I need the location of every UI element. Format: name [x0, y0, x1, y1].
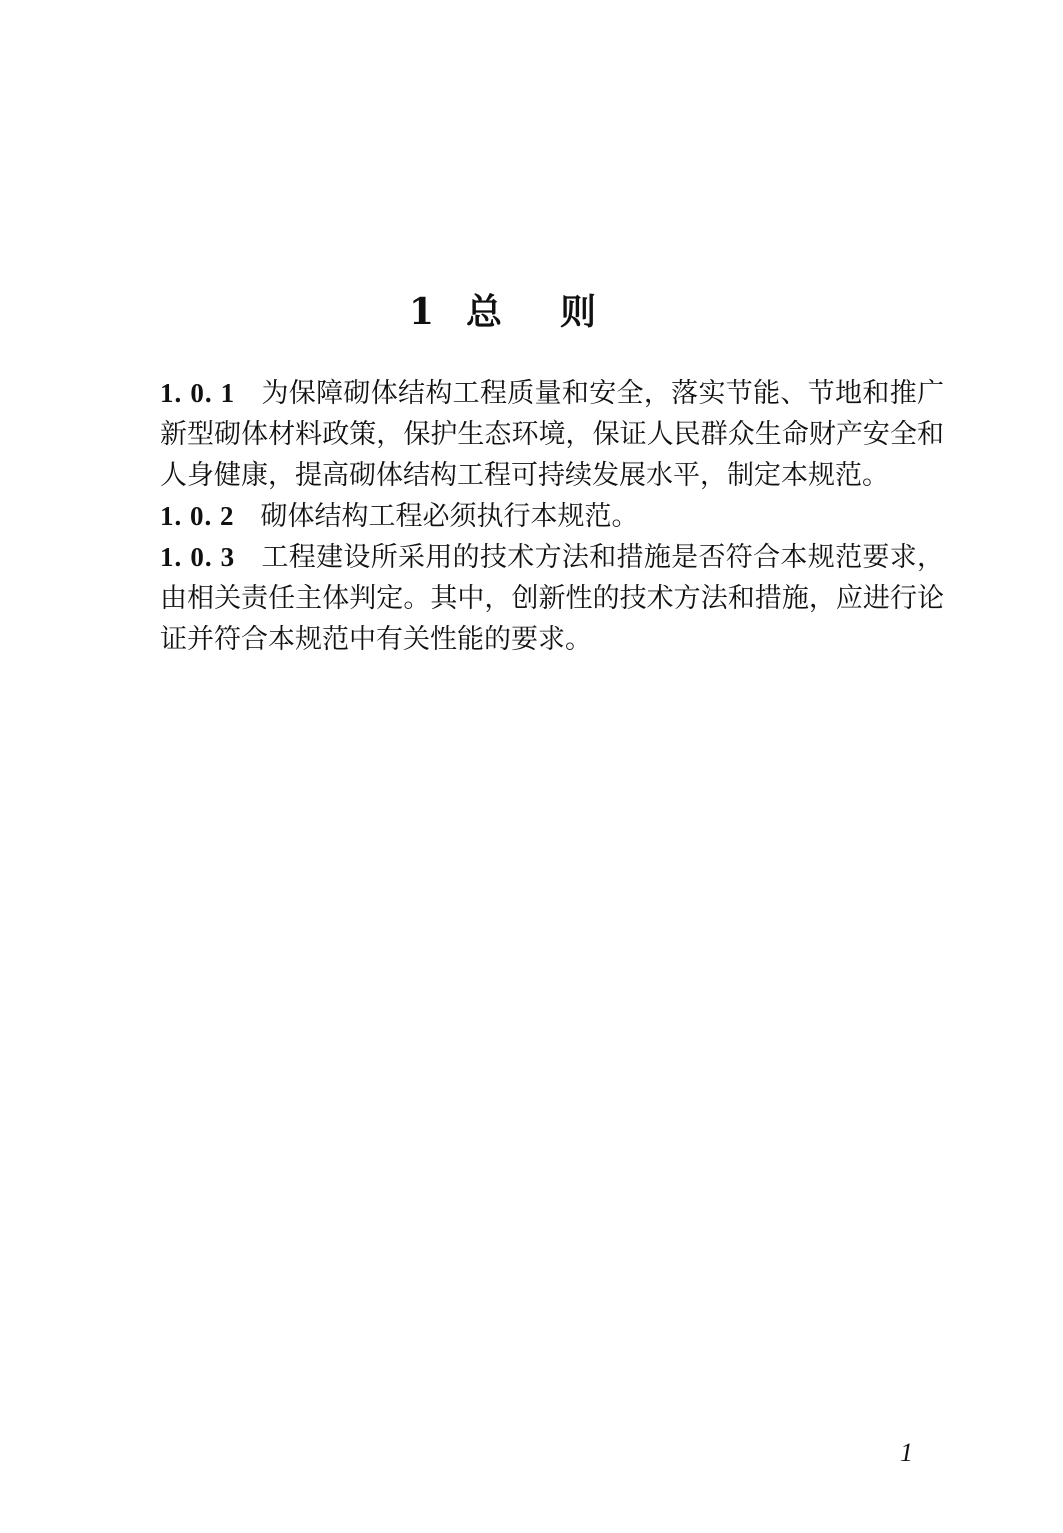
clause-number: 1. 0. 3	[160, 542, 236, 572]
clause-1-0-1	[160, 373, 944, 496]
chapter-title	[0, 286, 1063, 338]
clause-text: 为保障砌体结构工程质量和安全，落实节能、节地和推广新型砌体材料政策，保护生态环境，保证人民群众生命财产安全和人身健康，提高砌体结构工程可持续发展水平，制定本规范。	[160, 378, 945, 491]
clause-number: 1. 0. 2	[160, 501, 235, 531]
clause-1-0-2	[160, 496, 944, 537]
chapter-title-text: 总则	[466, 291, 655, 334]
clause-list	[160, 373, 944, 660]
clause-text: 工程建设所采用的技术方法和措施是否符合本规范要求，由相关责任主体判定。其中，创新性的技术方法和措施，应进行论证并符合本规范中有关性能的要求。	[160, 542, 945, 655]
clause-number: 1. 0. 1	[160, 378, 236, 408]
clause-1-0-3	[160, 537, 944, 660]
clause-text: 砌体结构工程必须执行本规范。	[260, 501, 639, 532]
page-number: 1	[900, 1438, 913, 1467]
chapter-number: 1	[408, 291, 435, 334]
